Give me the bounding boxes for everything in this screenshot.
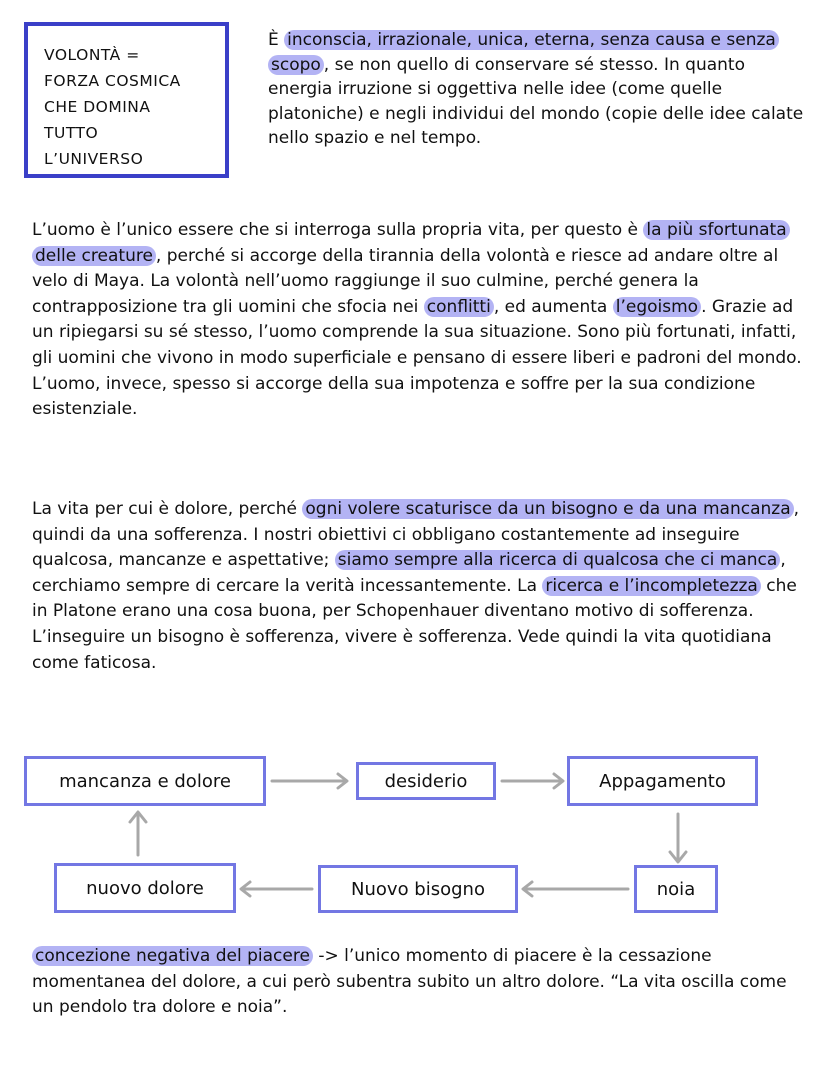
text-run: -> l’unico momento di piacere è la cessazione momentanea del dolore, a cui però subentra subito un altro dolore. “La vita oscilla come un pendolo tra dolore e noia”.	[32, 946, 787, 1018]
highlight: inconscia, irrazionale, unica, eterna, senza causa e senza scopo	[268, 30, 779, 75]
title-line: VOLONTÀ =	[44, 46, 140, 64]
arrow-down-icon	[670, 814, 686, 862]
highlight: ricerca e l’incompletezza	[542, 576, 760, 596]
arrow-up-icon	[130, 812, 146, 855]
cycle-box-appagamento: Appagamento	[567, 756, 758, 806]
paragraph-life-is-pain	[32, 497, 812, 676]
highlight: la più sfortunata delle creature	[32, 220, 790, 266]
text-run: , perché si accorge della tirannia della volontà e riesce ad andare oltre al velo di Maya. La volontà nell’uomo raggiunge il suo culmine, perché genera la contrapposizione tra gli uomini che sfocia nei	[32, 245, 779, 317]
title-line: FORZA COSMICA	[44, 72, 181, 90]
intro-paragraph	[268, 28, 813, 151]
arrow-right-icon	[502, 774, 563, 788]
title-line: L’UNIVERSO	[44, 150, 144, 168]
paragraph-pleasure	[32, 944, 812, 1021]
cycle-box-nuovo-dolore: nuovo dolore	[54, 863, 236, 913]
highlight: concezione negativa del piacere	[32, 946, 313, 966]
text-run: , ed aumenta	[493, 296, 613, 317]
text-run: La vita per cui è dolore, perché	[32, 499, 303, 519]
title-line: CHE DOMINA	[44, 98, 151, 116]
text-run: , cerchiamo sempre di cercare la verità incessantemente. La	[32, 550, 786, 596]
arrow-left-icon	[241, 882, 312, 896]
text-run: che in Platone erano una cosa buona, per Schopenhauer diventano motivo di sofferenza. L’inseguire un bisogno è sofferenza, vivere è sofferenza. Vede quindi la vita quotidiana come faticosa.	[32, 575, 797, 673]
title-line: TUTTO	[44, 124, 99, 142]
cycle-box-nuovo-bisogno: Nuovo bisogno	[318, 865, 518, 913]
text-run: . Grazie ad un ripiegarsi su sé stesso, l’uomo comprende la sua situazione. Sono più fortunati, infatti, gli uomini che vivono in modo superficiale e pensano di essere liberi e padroni del mondo. L’uomo, invece, spesso si accorge della sua impotenza e soffre per la sua condizione esistenziale.	[32, 296, 802, 420]
cycle-box-desiderio: desiderio	[356, 762, 496, 800]
text-run: L’uomo è l’unico essere che si interroga sulla propria vita, per questo è	[32, 220, 644, 240]
text-run: , se non quello di conservare sé stesso. In quanto energia irruzione si oggettiva nelle idee (come quelle platoniche) e negli individui del mondo (copie delle idee calate nello spazio e nel tempo.	[268, 54, 804, 148]
highlight: l’egoismo	[613, 297, 701, 317]
text-run: , quindi da una sofferenza. I nostri obiettivi ci obbligano costantemente ad inseguire qualcosa, mancanze e aspettative;	[32, 499, 800, 571]
arrow-left-icon	[523, 882, 628, 896]
arrow-right-icon	[272, 774, 347, 788]
highlight: siamo sempre alla ricerca di qualcosa che ci manca	[335, 550, 781, 570]
highlight: ogni volere scaturisce da un bisogno e da una mancanza	[302, 499, 793, 519]
cycle-box-noia: noia	[634, 865, 718, 913]
highlight: conflitti	[424, 297, 494, 317]
title-box	[24, 22, 229, 178]
text-run: È	[268, 30, 285, 50]
paragraph-human-condition	[32, 218, 812, 423]
cycle-box-mancanza: mancanza e dolore	[24, 756, 266, 806]
